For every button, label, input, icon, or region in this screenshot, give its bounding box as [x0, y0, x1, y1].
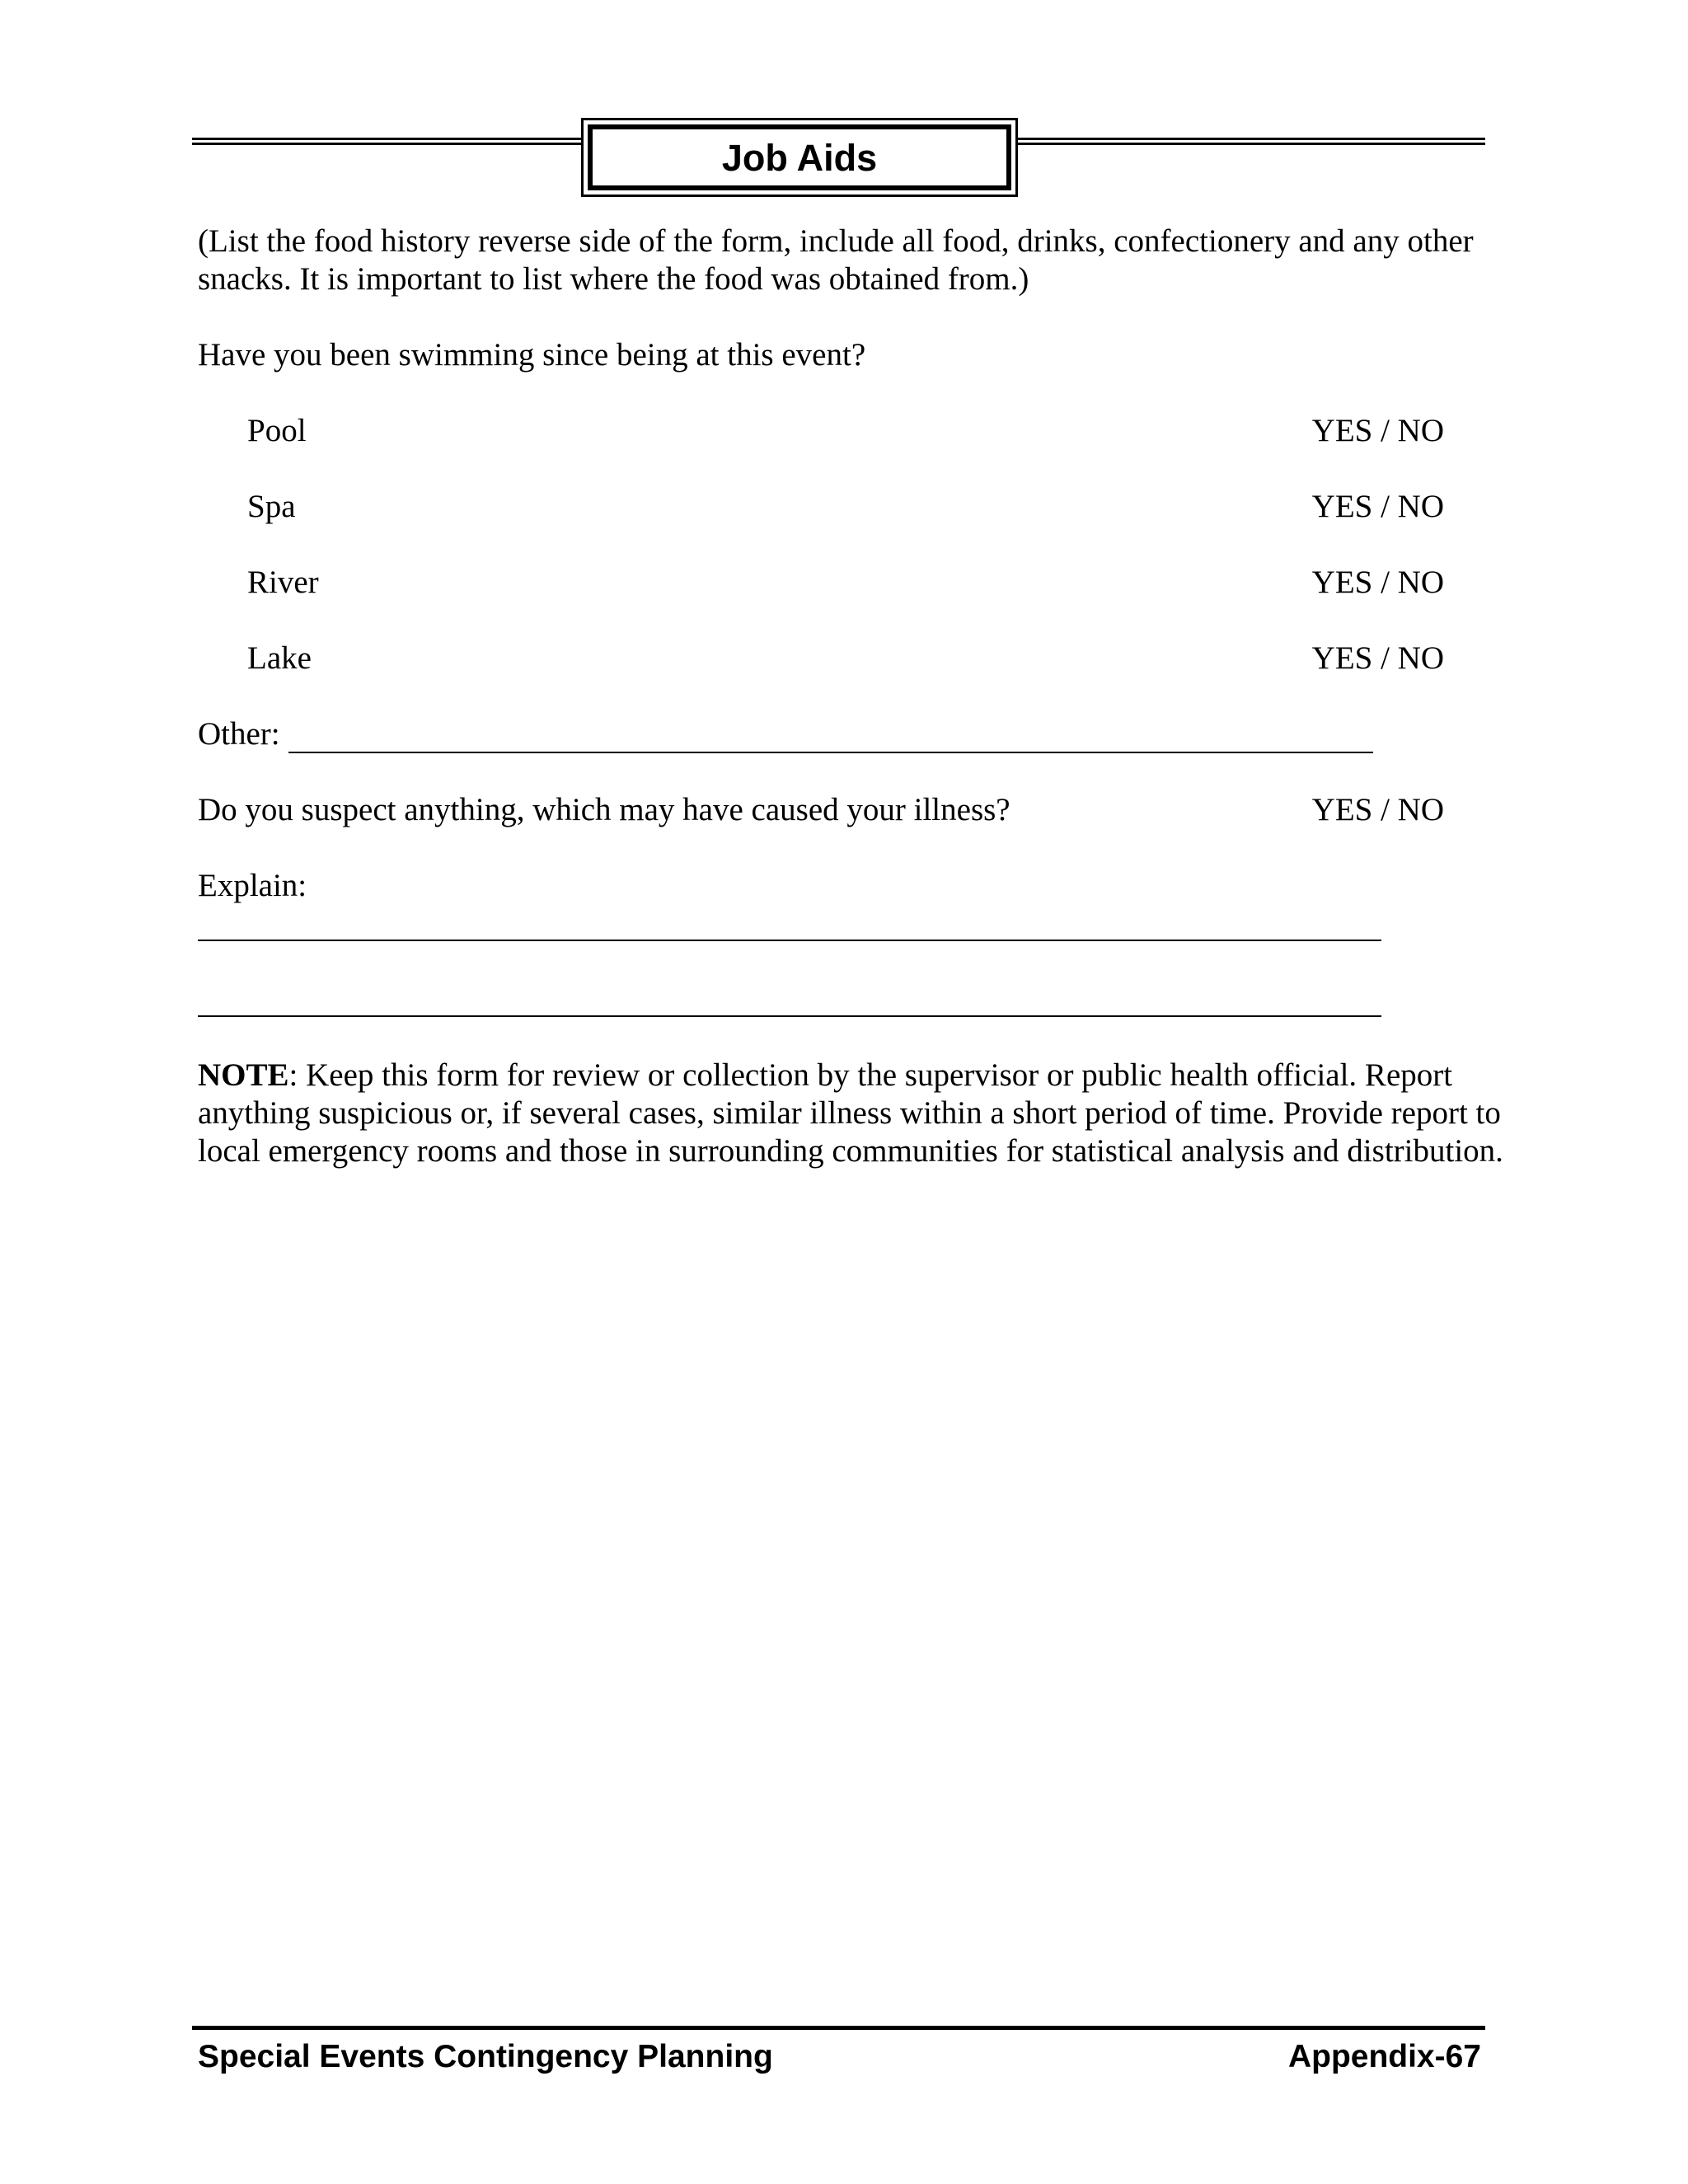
page-title: Job Aids: [721, 136, 878, 179]
note-paragraph: [198, 1057, 1517, 1170]
suspect-answer: YES / NO: [1311, 792, 1444, 827]
note-label: NOTE: [198, 1057, 289, 1093]
other-label: Other:: [198, 716, 280, 752]
other-row: [198, 715, 1373, 753]
swim-option-answer: YES / NO: [1311, 640, 1444, 676]
note-text: : Keep this form for review or collection by the supervisor or public health official. Report anything suspicious or, if several cases, similar illness within a short period of time. Provide report to local emergency rooms and those in surrounding communities for statistical analysis and distribution.: [198, 1057, 1503, 1169]
swim-option-spa: [247, 488, 1444, 526]
swim-option-answer: YES / NO: [1311, 565, 1444, 600]
other-fill-line[interactable]: [288, 719, 1373, 753]
footer-rule: [192, 2026, 1485, 2030]
swim-option-label: Lake: [247, 640, 312, 676]
swimming-question: Have you been swimming since being at this event?: [198, 337, 866, 373]
explain-fill-line-2[interactable]: [198, 1015, 1381, 1017]
header-rule-right: [1015, 138, 1485, 145]
swim-option-answer: YES / NO: [1311, 413, 1444, 448]
swim-option-answer: YES / NO: [1311, 489, 1444, 524]
swim-option-river: [247, 564, 1444, 602]
swim-option-pool: [247, 412, 1444, 450]
footer-document-title: Special Events Contingency Planning: [198, 2039, 773, 2074]
header-rule-left: [192, 138, 584, 145]
suspect-question-row: [198, 791, 1444, 829]
swim-option-label: Pool: [247, 413, 307, 448]
header-title-box-inner: [588, 124, 1011, 190]
explain-fill-line-1[interactable]: [198, 940, 1381, 941]
explain-label: Explain:: [198, 868, 307, 903]
suspect-question: Do you suspect anything, which may have caused your illness?: [198, 792, 1010, 827]
header-title-box: [581, 118, 1018, 197]
swim-option-label: River: [247, 565, 319, 600]
swim-option-lake: [247, 640, 1444, 677]
footer-page-number: Appendix-67: [1287, 2039, 1481, 2074]
intro-paragraph: (List the food history reverse side of the form, include all food, drinks, confectionery and any other snacks. It is important to list where the food was obtained from.): [198, 223, 1474, 297]
swim-option-label: Spa: [247, 489, 296, 524]
